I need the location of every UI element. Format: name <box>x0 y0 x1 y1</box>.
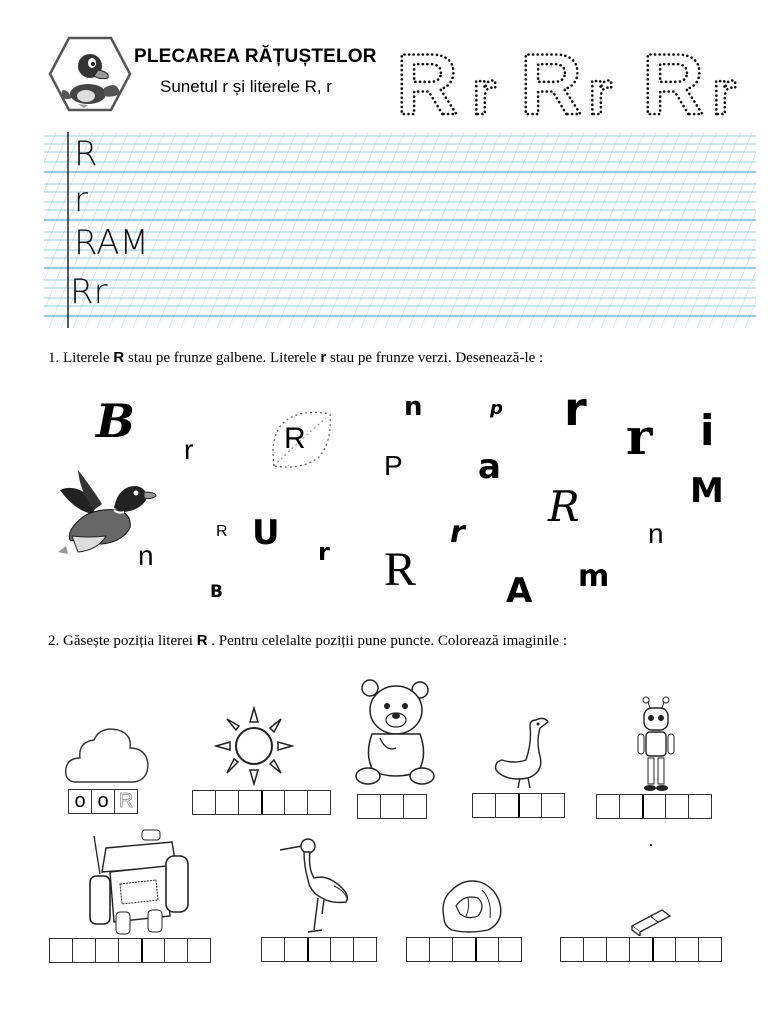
letter-box[interactable] <box>307 937 331 962</box>
letter-box[interactable] <box>118 938 142 963</box>
letter-box[interactable]: R <box>114 789 138 814</box>
letter-box[interactable] <box>665 794 689 819</box>
tractor-image <box>86 826 190 938</box>
letter-box[interactable] <box>261 790 285 815</box>
letter-U-bold: U <box>252 513 280 553</box>
letter-r-italic: r <box>450 515 465 550</box>
letter-box[interactable]: o <box>91 789 115 814</box>
letter-box[interactable] <box>675 937 699 962</box>
letter-box[interactable] <box>429 937 453 962</box>
letter-box[interactable] <box>284 937 308 962</box>
letter-box[interactable] <box>560 937 584 962</box>
letter-box[interactable] <box>452 937 476 962</box>
letter-r-serif: r <box>626 407 653 466</box>
robot-word-boxes <box>596 794 711 819</box>
letter-r: r <box>184 434 194 465</box>
exercise-2-instruction: 2. Găsește poziția literei R . Pentru celelalte poziții pune puncte. Colorează imaginile : <box>48 632 568 649</box>
letter-box[interactable] <box>498 937 522 962</box>
tractor-word-boxes <box>49 938 210 963</box>
goose-image <box>492 712 552 790</box>
tracing-letter: R <box>396 40 459 122</box>
letter-P: P <box>384 450 403 481</box>
letter-box[interactable] <box>475 937 499 962</box>
letter-box[interactable] <box>353 937 377 962</box>
letter-R-script: R <box>548 482 580 531</box>
letter-box[interactable] <box>596 794 620 819</box>
letter-n-bold: n <box>404 392 423 422</box>
stork-image <box>278 834 354 936</box>
tracing-letter: r <box>472 59 497 122</box>
letter-box[interactable] <box>72 938 96 963</box>
bear-word-boxes <box>357 794 426 819</box>
cloud-word-boxes <box>68 789 137 814</box>
sun-image <box>214 706 294 786</box>
letter-box[interactable] <box>307 790 331 815</box>
writing-line-2: r <box>74 180 88 220</box>
letter-r-small-bold: r <box>318 538 330 566</box>
goose-word-boxes <box>472 793 564 818</box>
letter-box[interactable] <box>698 937 722 962</box>
letter-R-serif: R <box>384 543 417 596</box>
tracing-letter: R <box>642 40 705 122</box>
letter-box[interactable] <box>141 938 165 963</box>
letter-box[interactable] <box>472 793 496 818</box>
letter-box[interactable] <box>215 790 239 815</box>
letter-box[interactable] <box>330 937 354 962</box>
robot-image <box>636 696 676 792</box>
letter-box[interactable] <box>192 790 216 815</box>
letter-box[interactable] <box>238 790 262 815</box>
letter-box[interactable] <box>652 937 676 962</box>
stork-word-boxes <box>261 937 376 962</box>
letter-box[interactable] <box>284 790 308 815</box>
letter-box[interactable] <box>357 794 381 819</box>
letter-R-on-leaf: R <box>284 422 306 455</box>
letter-i: i <box>700 406 715 455</box>
sun-word-boxes <box>192 790 330 815</box>
letter-box[interactable] <box>261 937 285 962</box>
tracing-letter: r <box>588 59 613 122</box>
letter-R-small: R <box>216 523 228 540</box>
letter-box[interactable] <box>406 937 430 962</box>
letter-box[interactable] <box>629 937 653 962</box>
tracing-letters <box>392 40 752 122</box>
eraser-word-boxes <box>560 937 721 962</box>
bear-image <box>354 676 436 788</box>
page-subtitle: Sunetul r și literele R, r <box>160 77 332 96</box>
letter-box[interactable] <box>583 937 607 962</box>
tracing-letter: r <box>712 59 737 122</box>
cabbage-image <box>438 876 504 934</box>
letter-n-lower: n <box>138 540 154 571</box>
eraser-image <box>628 904 674 936</box>
letter-m: m <box>578 559 610 594</box>
letter-box[interactable] <box>49 938 73 963</box>
letter-p-small: p <box>490 398 503 419</box>
letter-r-heavy: r <box>564 382 587 436</box>
letter-box[interactable] <box>495 793 519 818</box>
letter-M: M <box>690 471 724 511</box>
letter-box[interactable] <box>606 937 630 962</box>
writing-line-3: RAM <box>74 223 149 263</box>
letter-n: n <box>648 518 664 549</box>
writing-line-4: Rr <box>70 272 108 312</box>
letter-A-bold: A <box>506 571 533 611</box>
tracing-letter: R <box>520 40 583 122</box>
letter-a-bold: a <box>478 447 501 487</box>
letter-box[interactable] <box>164 938 188 963</box>
letter-box[interactable] <box>380 794 404 819</box>
cloud-image <box>64 724 150 786</box>
cabbage-word-boxes <box>406 937 521 962</box>
duck-logo-badge <box>48 36 132 112</box>
page-title: PLECAREA RĂȚUȘTELOR <box>134 46 377 67</box>
letter-B-small: B <box>210 582 223 602</box>
letter-box[interactable]: o <box>68 789 92 814</box>
letter-box[interactable] <box>688 794 712 819</box>
letter-box[interactable] <box>95 938 119 963</box>
letter-box[interactable] <box>403 794 427 819</box>
letter-B-script: B <box>96 394 135 448</box>
writing-line-1: R <box>74 134 98 174</box>
letter-box[interactable] <box>541 793 565 818</box>
handwriting-grid <box>44 132 756 328</box>
letter-box[interactable] <box>619 794 643 819</box>
stray-dot <box>650 844 652 846</box>
letter-box[interactable] <box>518 793 542 818</box>
letter-box[interactable] <box>642 794 666 819</box>
letter-box[interactable] <box>187 938 211 963</box>
exercise-1-instruction: 1. Literele R stau pe frunze galbene. Literele r stau pe frunze verzi. Desenează-le : <box>48 349 544 366</box>
